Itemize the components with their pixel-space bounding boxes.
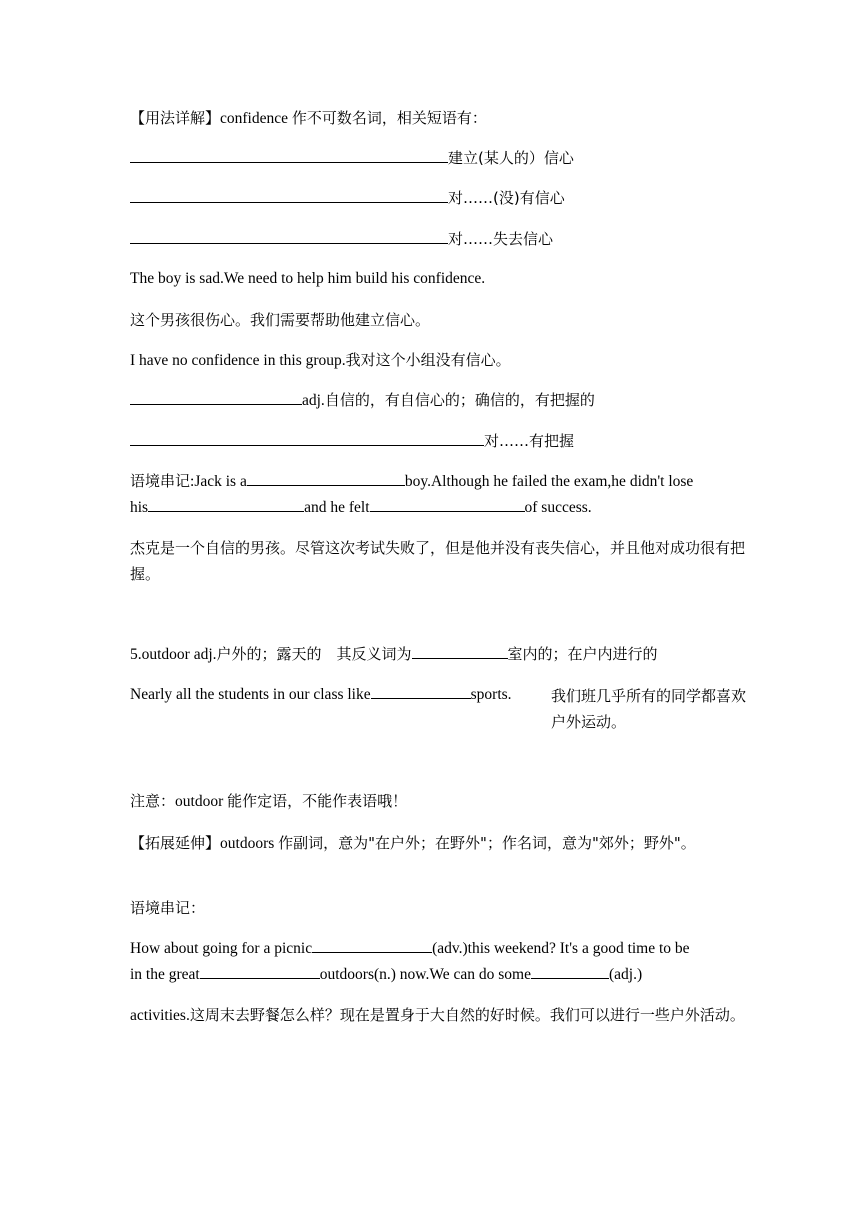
answer-blank[interactable]: [200, 963, 320, 979]
context-1-translation: [130, 535, 746, 587]
note-label: 注意：: [130, 792, 176, 810]
answer-blank[interactable]: [148, 496, 304, 512]
example-translation: 我对这个小组没有信心。: [345, 351, 511, 369]
answer-blank[interactable]: [412, 643, 508, 659]
context-label: 语境串记: [130, 472, 191, 490]
example-2: [130, 349, 511, 372]
extension-text: 作副词，意为"在户外；在野外"；作名词，意为"郊外；野外"。: [278, 834, 696, 852]
answer-blank[interactable]: [370, 496, 525, 512]
adj-definition: [130, 389, 595, 412]
extension-line: [130, 830, 746, 857]
example-cn-1: [130, 309, 430, 331]
phrase-meaning: 对……(没)有信心: [448, 189, 565, 207]
answer-blank[interactable]: [130, 228, 448, 244]
phrase-meaning: 对……有把握: [484, 432, 575, 450]
example-3-line-1: [130, 683, 512, 706]
context-text: of success.: [524, 499, 592, 516]
answer-blank[interactable]: [371, 683, 471, 699]
context-text: outdoors(n.) now.We can do some: [319, 966, 531, 983]
example-3-translation: [551, 683, 746, 735]
translation-text: 杰克是一个自信的男孩。尽管这次考试失败了，但是他并没有丧失信心，并且他对成功很有把握。: [130, 539, 746, 583]
item-5-heading: [130, 643, 658, 666]
note-text: 能作定语，不能作表语哦！: [227, 792, 408, 810]
usage-title: [130, 107, 487, 130]
context-text: :Jack is a: [190, 473, 247, 490]
context-2-title: [130, 897, 205, 919]
context-text: (adj.): [609, 966, 643, 983]
context-text: boy.Although he failed the exam,he didn't lose: [404, 473, 694, 490]
answer-blank[interactable]: [247, 470, 405, 486]
example-text: The boy is sad.We need to help him build his confidence.: [130, 270, 486, 287]
usage-desc: 作不可数名词，相关短语有：: [291, 109, 487, 127]
answer-blank[interactable]: [130, 147, 448, 163]
context-text: activities.: [130, 1007, 190, 1024]
example-en-1: [130, 268, 485, 290]
context-1-line-1: [130, 470, 693, 493]
context-text: (adv.)this weekend? It's a good time to be: [432, 940, 690, 957]
context-1-line-2: [130, 496, 592, 519]
answer-blank[interactable]: [531, 963, 609, 979]
phrase-meaning: 建立(某人的）信心: [448, 149, 574, 167]
usage-word: confidence: [220, 110, 289, 127]
context-2-line-1: [130, 937, 690, 960]
phrase-line-2: [130, 187, 565, 210]
context-label: 语境串记：: [130, 899, 206, 917]
context-text: in the great: [130, 966, 200, 983]
phrase-line-1: [130, 147, 574, 170]
context-text: How about going for a picnic: [130, 940, 313, 957]
context-text: his: [130, 499, 149, 516]
context-2-line-3: [130, 1002, 746, 1029]
example-translation: 这个男孩很伤心。我们需要帮助他建立信心。: [130, 311, 431, 329]
context-text: and he felt: [304, 499, 370, 516]
note-line: [130, 790, 407, 813]
answer-blank[interactable]: [312, 937, 432, 953]
translation-text: 这周末去野餐怎么样？现在是置身于大自然的好时候。我们可以进行一些户外活动。: [189, 1006, 745, 1024]
item-word: 5.outdoor adj.: [130, 646, 217, 663]
answer-blank[interactable]: [130, 389, 302, 405]
answer-blank[interactable]: [130, 430, 484, 446]
definition-text: 自信的，有自信心的；确信的，有把握的: [324, 391, 595, 409]
context-2-line-2: [130, 963, 642, 986]
extension-label: 【拓展延伸】: [130, 834, 221, 852]
answer-blank[interactable]: [130, 187, 448, 203]
example-text: I have no confidence in this group.: [130, 352, 346, 369]
example-text: Nearly all the students in our class like: [130, 686, 371, 703]
item-definition: 户外的；露天的 其反义词为: [216, 645, 412, 663]
adj-phrase: [130, 430, 574, 453]
part-of-speech: adj.: [302, 392, 325, 409]
phrase-meaning: 对……失去信心: [448, 230, 554, 248]
note-word: outdoor: [175, 793, 224, 810]
example-text: sports.: [470, 686, 512, 703]
usage-bracket-label: 【用法详解】: [130, 109, 221, 127]
antonym-meaning: 室内的；在户内进行的: [507, 645, 658, 663]
example-translation: 我们班几乎所有的同学都喜欢户外运动。: [551, 687, 747, 731]
phrase-line-3: [130, 228, 553, 251]
extension-word: outdoors: [220, 835, 275, 852]
